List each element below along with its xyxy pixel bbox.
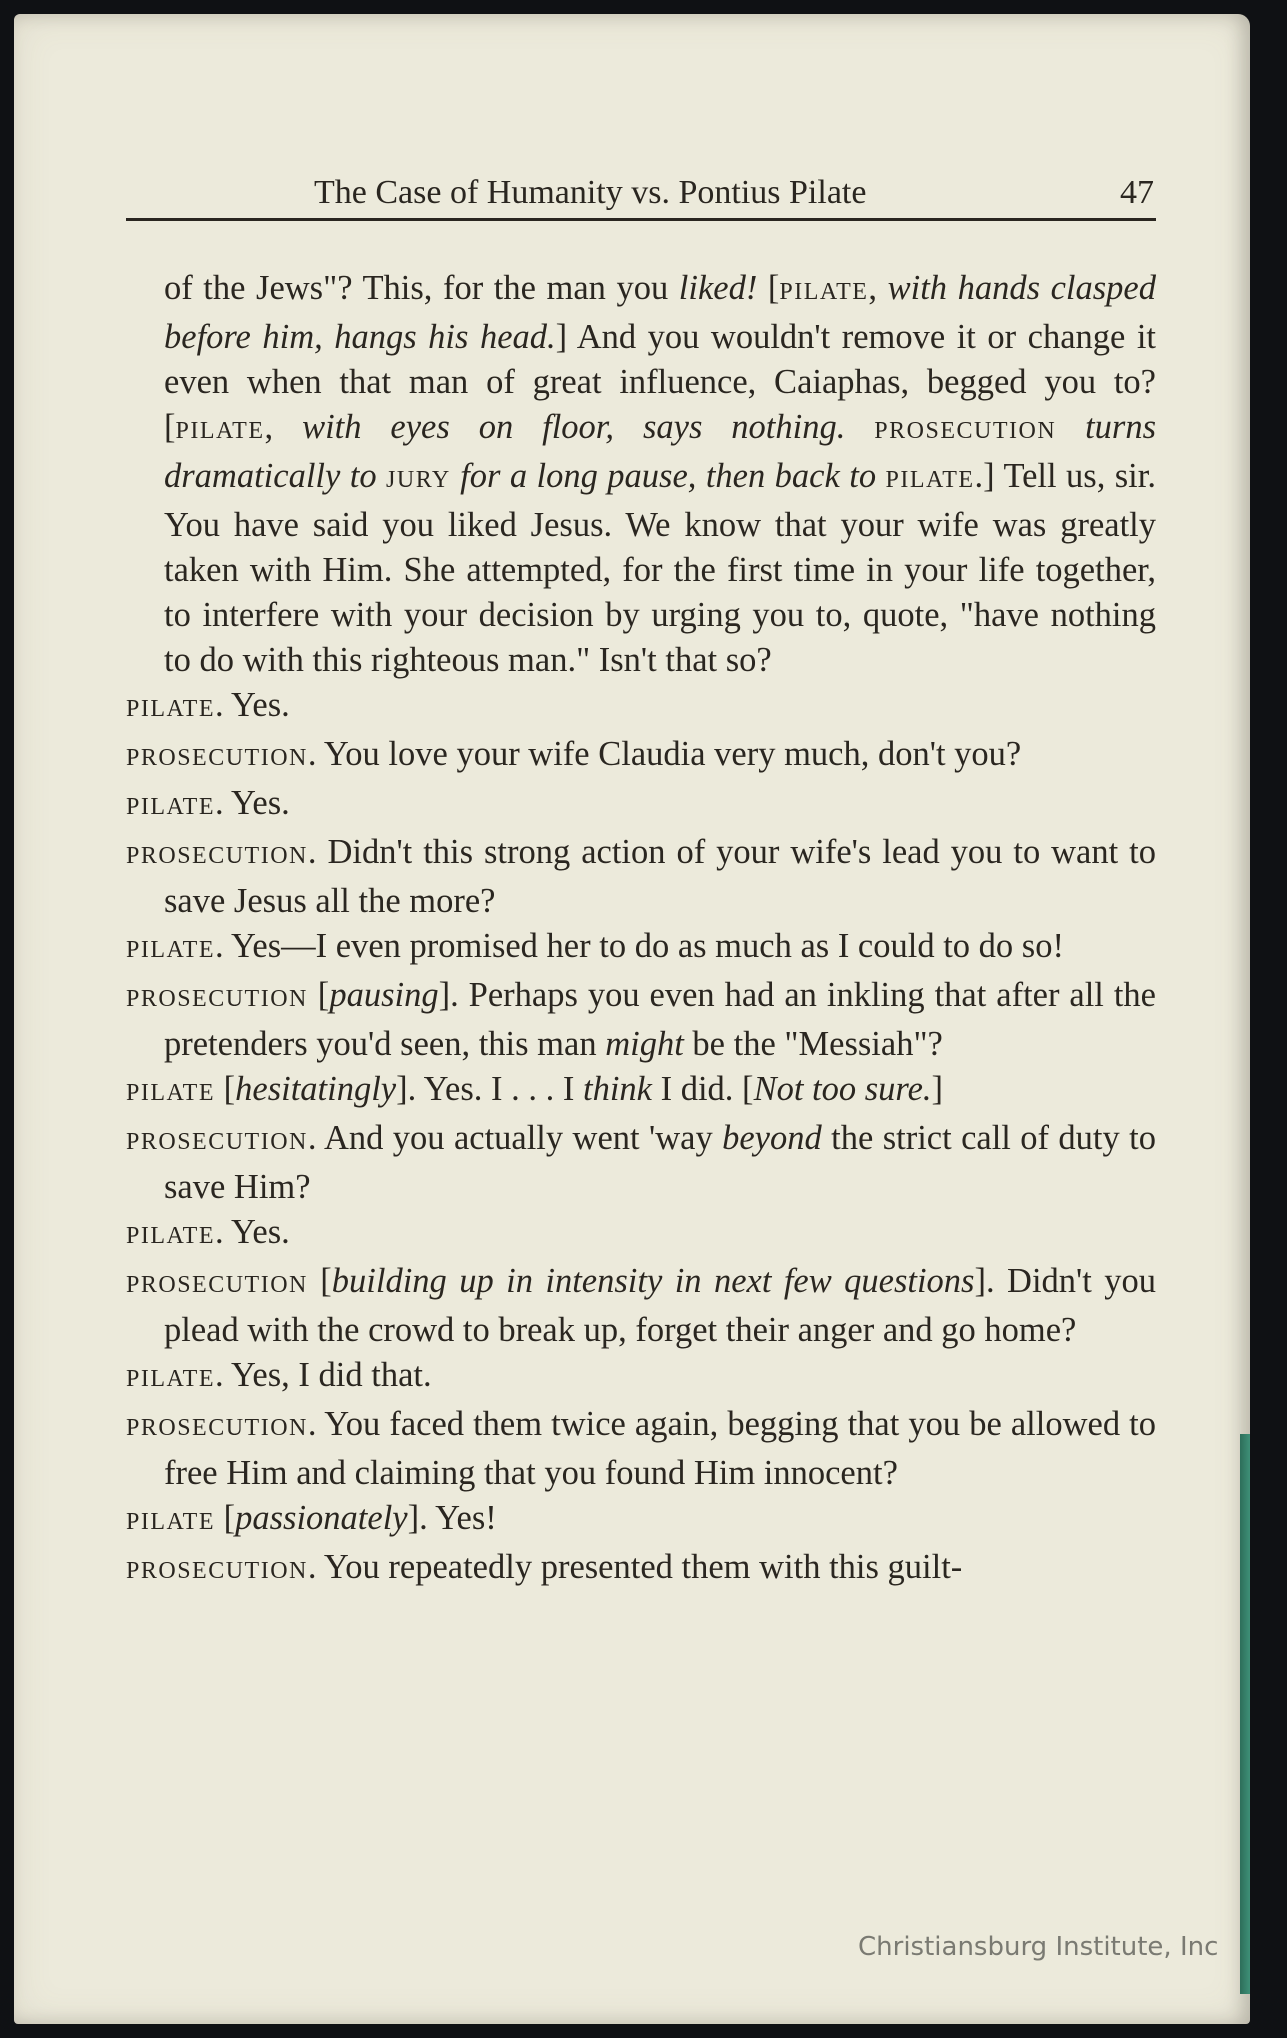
- speech-text: the strict call of duty to save Him?: [164, 1119, 1156, 1206]
- speech-text: be the "Messiah"?: [683, 1025, 943, 1063]
- speaker-name: JURY: [386, 467, 451, 493]
- dialogue-text: [126, 266, 1156, 1594]
- book-page: [14, 14, 1250, 2024]
- speech-text: ]. Yes!: [407, 1499, 497, 1537]
- dialogue-line: [126, 973, 1156, 1067]
- dialogue-line: [126, 830, 1156, 924]
- dialogue-line: [126, 781, 1156, 830]
- dialogue-line: [126, 1067, 1156, 1116]
- speaker-name: PILATE: [779, 279, 869, 305]
- speaker-name: PROSECUTION: [126, 745, 308, 771]
- watermark: Christiansburg Institute, Inc: [858, 1932, 1219, 1962]
- dialogue-line: [126, 732, 1156, 781]
- speech-text: I did. [: [651, 1070, 754, 1108]
- speech-text: ,: [868, 269, 888, 307]
- dialogue-line: [126, 1545, 1156, 1594]
- stage-direction: beyond: [722, 1119, 822, 1157]
- speech-text: [876, 457, 885, 495]
- speaker-name: PILATE: [126, 1509, 215, 1535]
- dialogue-line: [126, 1496, 1156, 1545]
- speech-text: ]. Didn't you plead with the crowd to break up, forget their anger and go home?: [164, 1262, 1157, 1349]
- speech-text: ]. Yes. I . . . I: [396, 1070, 583, 1108]
- speech-text: ,: [264, 408, 303, 446]
- dialogue-line: [126, 1353, 1156, 1402]
- stage-direction: think: [583, 1070, 652, 1108]
- speech-text: [: [215, 1070, 236, 1108]
- dialogue-line: [126, 924, 1156, 973]
- speaker-name: PILATE: [885, 467, 975, 493]
- speech-text: . You repeatedly presented them with this guilt-: [307, 1548, 963, 1586]
- stage-direction: building up in intensity in next few questions: [331, 1262, 975, 1300]
- speech-text: [: [307, 976, 330, 1014]
- stage-direction: turns dramatically to: [164, 408, 1157, 495]
- stage-direction: hesitatingly: [235, 1070, 397, 1108]
- speech-text: . Yes—I even promised her to do as much as I could to do so!: [215, 927, 1064, 965]
- speech-text: [845, 408, 874, 446]
- speaker-name: PROSECUTION: [126, 1129, 308, 1155]
- dialogue-line: [126, 1210, 1156, 1259]
- speaker-name: PILATE: [175, 418, 265, 444]
- speech-text: of the Jews"? This, for the man you: [164, 269, 679, 307]
- speech-text: . You love your wife Claudia very much, don't you?: [307, 735, 1022, 773]
- speech-text: ]. Perhaps you even had an inkling that after all the pretenders you'd seen, this man: [164, 976, 1156, 1063]
- speech-text: . You faced them twice again, begging that you be allowed to free Him and claiming that you found Him innocent?: [164, 1405, 1156, 1492]
- speaker-name: PROSECUTION: [126, 1415, 308, 1441]
- running-title: The Case of Humanity vs. Pontius Pilate: [314, 174, 867, 211]
- stage-direction: with eyes on floor, says nothing.: [302, 408, 846, 446]
- speaker-name: PILATE: [126, 794, 215, 820]
- speaker-name: PILATE: [126, 696, 215, 722]
- speaker-name: PROSECUTION: [126, 986, 308, 1012]
- stage-direction: with hands clasped before him, hangs his head.: [164, 269, 1156, 356]
- stage-direction: pausing: [329, 976, 439, 1014]
- speaker-name: PROSECUTION: [874, 418, 1057, 444]
- speaker-name: PILATE: [126, 1080, 215, 1106]
- dialogue-line: [126, 1402, 1156, 1496]
- speech-text: [: [757, 269, 780, 307]
- speaker-name: PILATE: [126, 1223, 215, 1249]
- speech-text: [1056, 408, 1085, 446]
- stage-direction: Not too sure.: [753, 1070, 932, 1108]
- speech-text: . Yes.: [215, 1213, 290, 1251]
- page-number: 47: [1120, 174, 1154, 211]
- speaker-name: PROSECUTION: [126, 1558, 308, 1584]
- speech-text: .] Tell us, sir. You have said you liked Jesus. We know that your wife was greatly taken with Him. She attempted, for the first time in your life together, to interfere with your decision by urging you to, quote, "have nothing to do with this righteous man." Isn't that so?: [164, 457, 1156, 679]
- speech-text: [: [307, 1262, 332, 1300]
- speech-text: [377, 457, 386, 495]
- stage-direction: for a long pause, then back to: [460, 457, 877, 495]
- dialogue-line: [126, 1259, 1156, 1353]
- continued-speech: [126, 266, 1156, 683]
- speech-text: . Yes, I did that.: [215, 1356, 432, 1394]
- speech-text: ] And you wouldn't remove it or change it even when that man of great influence, Caiaphas, begged you to? [: [164, 318, 1156, 446]
- speaker-name: PROSECUTION: [126, 843, 308, 869]
- speech-text: . Yes.: [215, 784, 290, 822]
- cover-edge: [1240, 1434, 1250, 1994]
- speech-text: . And you actually went 'way: [307, 1119, 723, 1157]
- dialogue-line: [126, 1116, 1156, 1210]
- speaker-name: PILATE: [126, 1366, 215, 1392]
- speech-text: [: [215, 1499, 236, 1537]
- stage-direction: might: [605, 1025, 684, 1063]
- stage-direction: passionately: [235, 1499, 408, 1537]
- speaker-name: PROSECUTION: [126, 1272, 308, 1298]
- dialogue-line: [126, 683, 1156, 732]
- speech-text: [451, 457, 460, 495]
- stage-direction: liked!: [678, 269, 758, 307]
- running-header: [126, 162, 1156, 221]
- speech-text: . Didn't this strong action of your wife's lead you to want to save Jesus all the more?: [164, 833, 1156, 920]
- speech-text: ]: [931, 1070, 944, 1108]
- speech-text: . Yes.: [215, 686, 290, 724]
- speaker-name: PILATE: [126, 937, 215, 963]
